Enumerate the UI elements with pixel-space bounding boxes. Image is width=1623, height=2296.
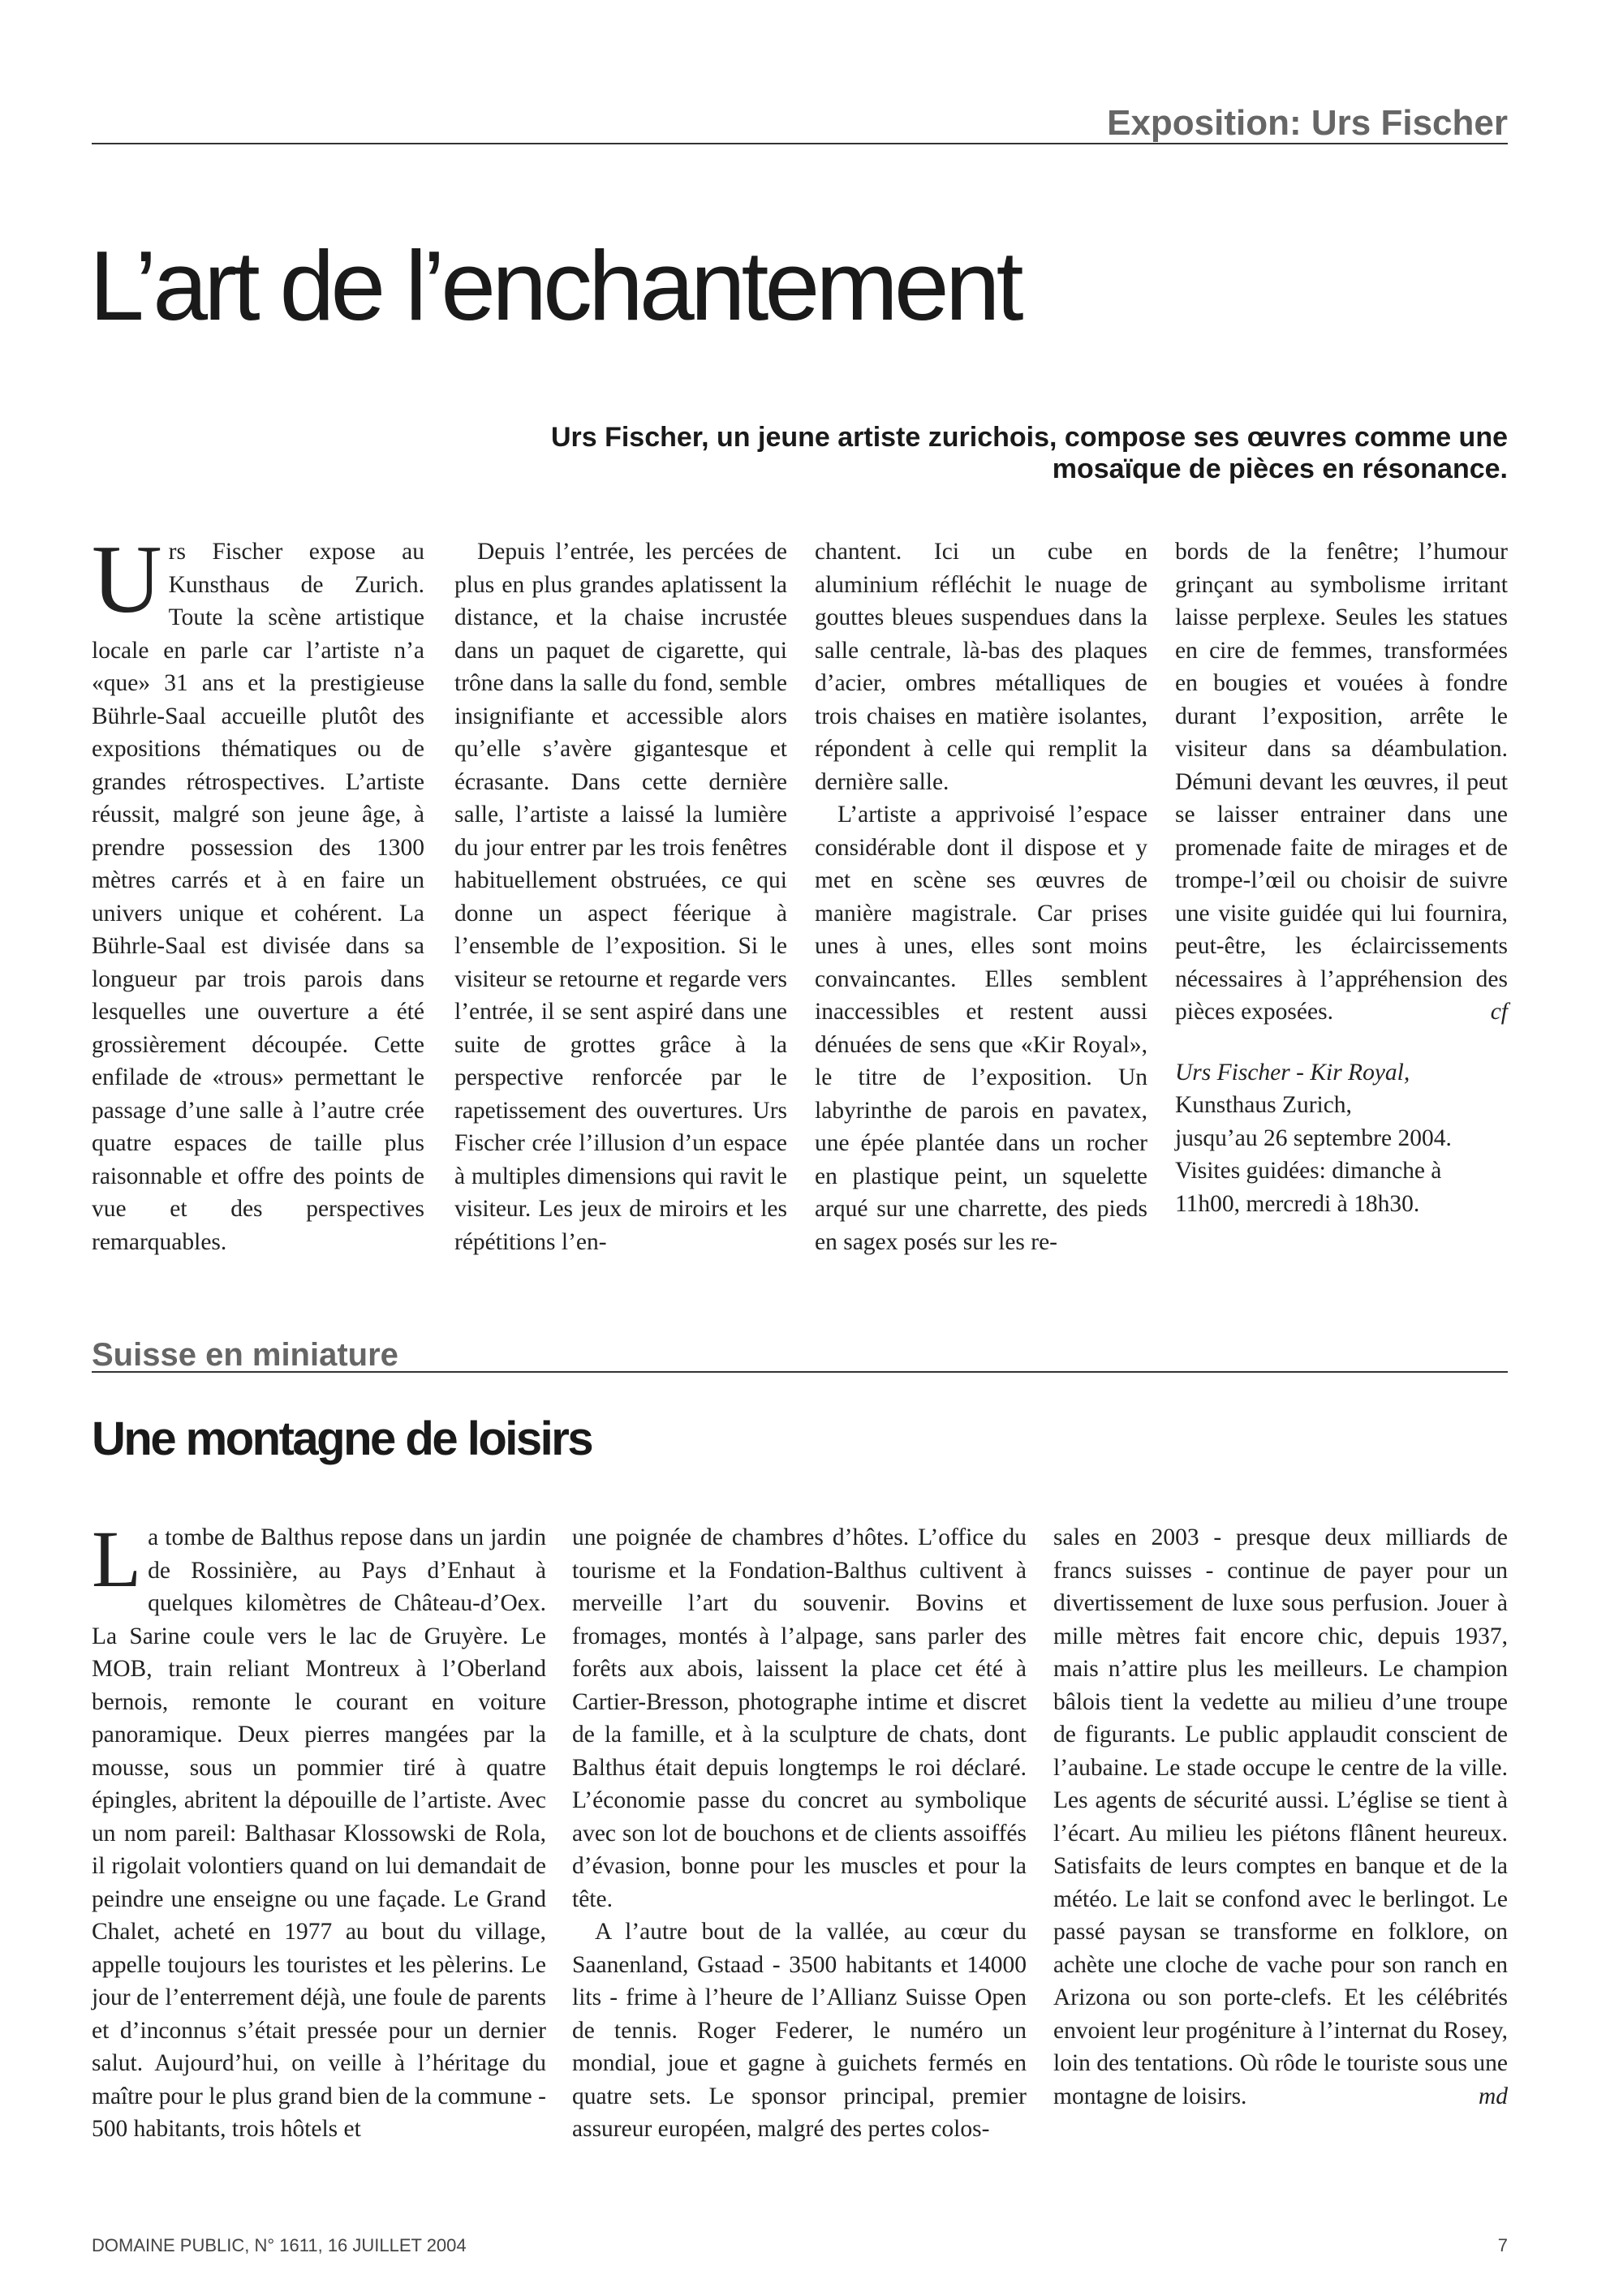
paragraph: une poignée de chambres d’hôtes. L’office du tourisme et la Fondation-Balthus cultivent à merveille l’art du souvenir. Bovins et fromages, montés à l’alpage, sans parler des forêts aux abois, laissent la place cet été à Cartier-Bresson, photographe intime et discret de la famille, et à la sculpture de chats, dont Balthus était depuis longtemps le roi déclaré. L’économie passe du concret au symbolique avec son lot de bouchons et de clients assoiffés d’évasion, bonne pour les muscles et pour la tête. — [572, 1524, 1027, 1912]
page-number: 7 — [1497, 2235, 1508, 2255]
article1-column-4 — [1175, 535, 1508, 1266]
article-title: L’art de l’enchantement — [89, 230, 1020, 341]
paragraph: Depuis l’entrée, les percées de plus en plus grandes aplatissent la distance, et la chaise incrustée dans un paquet de cigarette, qui trône dans la salle du fond, semble insignifiante et accessible alors qu’elle s’avère gigantesque et écrasante. Dans cette dernière salle, l’artiste a laissé la lumière du jour entrer par les trois fenêtres habituellement obstruées, ce qui donne un aspect féerique à l’ensemble de l’exposition. Si le visiteur se retourne et regarde vers l’entrée, il se sent aspiré dans une suite de grottes grâce à la perspective renforcée par le rapetissement des ouvertures. Urs Fischer crée l’illusion d’un espace à multiples dimensions qui ravit le visiteur. Les jeux de miroirs et les répétitions l’en- — [454, 539, 787, 1255]
info-visits: Visites guidées: dimanche à 11h00, mercredi à 18h30. — [1175, 1158, 1442, 1217]
paragraph: chantent. Ici un cube en aluminium réfléchit le nuage de gouttes bleues suspendues dans la salle centrale, là-bas des plaques d’acier, ombres métalliques de trois chaises en matière isolantes, répondent à celle qui remplit la dernière salle. — [815, 539, 1147, 795]
dropcap: U — [92, 525, 162, 633]
paragraph: bords de la fenêtre; l’humour grinçant au symbolisme irritant laisse perplexe. Seules les statues en cire de femmes, transformées en bougies et vouées à fondre durant l’exposition, arrête le visiteur dans sa déambulation. Démuni devant les œuvres, il peut se laisser entrainer dans une promenade faite de mirages et de trompe-l’œil ou choisir de suivre une visite guidée qui lui fournira, peut-être, les éclaircissements nécessaires à l’appréhension des pièces exposées. cf — [1175, 535, 1508, 1029]
info-title: Urs Fischer - Kir Royal, — [1175, 1059, 1410, 1086]
article1-column-2 — [454, 535, 787, 1266]
dropcap: L — [92, 1514, 142, 1604]
exhibition-info — [1175, 1056, 1508, 1221]
author-signature: md — [1478, 2083, 1508, 2109]
section-rubric-suisse: Suisse en miniature — [92, 1337, 398, 1373]
paragraph: Urs Fischer expose au Kunsthaus de Zurich. Toute la scène artistique locale en parle car l’artiste n’a «que» 31 ans et la prestigieuse Bührle-Saal accueille plutôt des expositions thématiques ou de grandes rétrospectives. L’artiste réussit, malgré son jeune âge, à prendre possession des 1300 mètres carrés et à en faire un univers unique et cohérent. La Bührle-Saal est divisée dans sa longueur par trois parois dans lesquelles une ouverture a été grossièrement découpée. Cette enfilade de «trous» permettant le passage d’une salle à l’autre crée quatre espaces de taille plus raisonnable et offre des points de vue et des perspectives remarquables. — [92, 525, 424, 1255]
rule-middle — [92, 1371, 1508, 1373]
paragraph: La tombe de Balthus repose dans un jardin de Rossinière, au Pays d’Enhaut à quelques kilomètres de Château-d’Oex. La Sarine coule vers le lac de Gruyère. Le MOB, train reliant Montreux à l’Oberland bernois, remonte le courant en voiture panoramique. Deux pierres mangées par la mousse, sous un pommier tiré à quatre épingles, abritent la dépouille de l’artiste. Avec un nom pareil: Balthasar Klossowski de Rola, il rigolait volontiers quand on lui demandait de peindre une enseigne ou une façade. Le Grand Chalet, acheté en 1977 au bout du village, appelle toujours les touristes et les pèlerins. Le jour de l’enterrement déjà, une foule de parents et d’inconnus s’était pressée pour un dernier salut. Aujourd’hui, on veille à l’héritage du maître pour le plus grand bien de la commune - 500 habitants, trois hôtels et — [92, 1514, 546, 2142]
article1-column-3 — [815, 535, 1147, 1266]
article2-column-3 — [1053, 1521, 1508, 2186]
article2-title: Une montagne de loisirs — [92, 1412, 592, 1465]
article2-column-2 — [572, 1521, 1027, 2186]
article1-column-1 — [92, 525, 424, 1266]
footer-publication: DOMAINE PUBLIC, N° 1611, 16 JUILLET 2004 — [92, 2235, 467, 2255]
article-lead: Urs Fischer, un jeune artiste zurichois, compose ses œuvres comme une mosaïque de pièces en résonance. — [550, 422, 1508, 484]
author-signature: cf — [1490, 999, 1508, 1025]
paragraph: sales en 2003 - presque deux milliards de francs suisses - continue de payer pour un divertissement de luxe sous perfusion. Jouer à mille mètres fait encore chic, depuis 1937, mais n’attire plus les meilleurs. Le champion bâlois tient la vedette au milieu d’une troupe de figurants. Le public applaudit conscient de l’aubaine. Le stade occupe le centre de la ville. Les agents de sécurité aussi. L’église se tient à l’écart. Au milieu les piétons flânent heureux. Satisfaits de leurs comptes en banque et de la météo. Le lait se confond avec le berlingot. Le passé paysan se transforme en folklore, on achète une cloche de vache pour son ranch en Arizona ou son porte-clefs. Et les célébrités envoient leur progéniture à l’internat du Rosey, loin des tentations. Où rôde le touriste sous une montagne de loisirs. md — [1053, 1521, 1508, 2113]
article2-column-1 — [92, 1514, 546, 2186]
info-dates: jusqu’au 26 septembre 2004. — [1175, 1124, 1452, 1151]
paragraph: A l’autre bout de la vallée, au cœur du Saanenland, Gstaad - 3500 habitants et 14000 lits - frime à l’heure de l’Allianz Suisse Open de tennis. Roger Federer, le numéro un mondial, joue et gagne à guichets fermés en quatre sets. Le sponsor principal, premier assureur européen, malgré des pertes colos- — [572, 1919, 1027, 2142]
paragraph: L’artiste a apprivoisé l’espace considérable dont il dispose et y met en scène ses œuvres de manière magistrale. Car prises unes à unes, elles sont moins convaincantes. Elles semblent inaccessibles et restent aussi dénuées de sens que «Kir Royal», le titre de l’exposition. Un labyrinthe de parois en pavatex, une épée plantée dans un rocher en plastique peint, un squelette arqué sur une charrette, des pieds en sagex posés sur les re- — [815, 802, 1147, 1255]
section-rubric-exposition: Exposition: Urs Fischer — [1107, 103, 1508, 143]
info-location: Kunsthaus Zurich, — [1175, 1092, 1352, 1118]
rule-top — [92, 143, 1508, 144]
